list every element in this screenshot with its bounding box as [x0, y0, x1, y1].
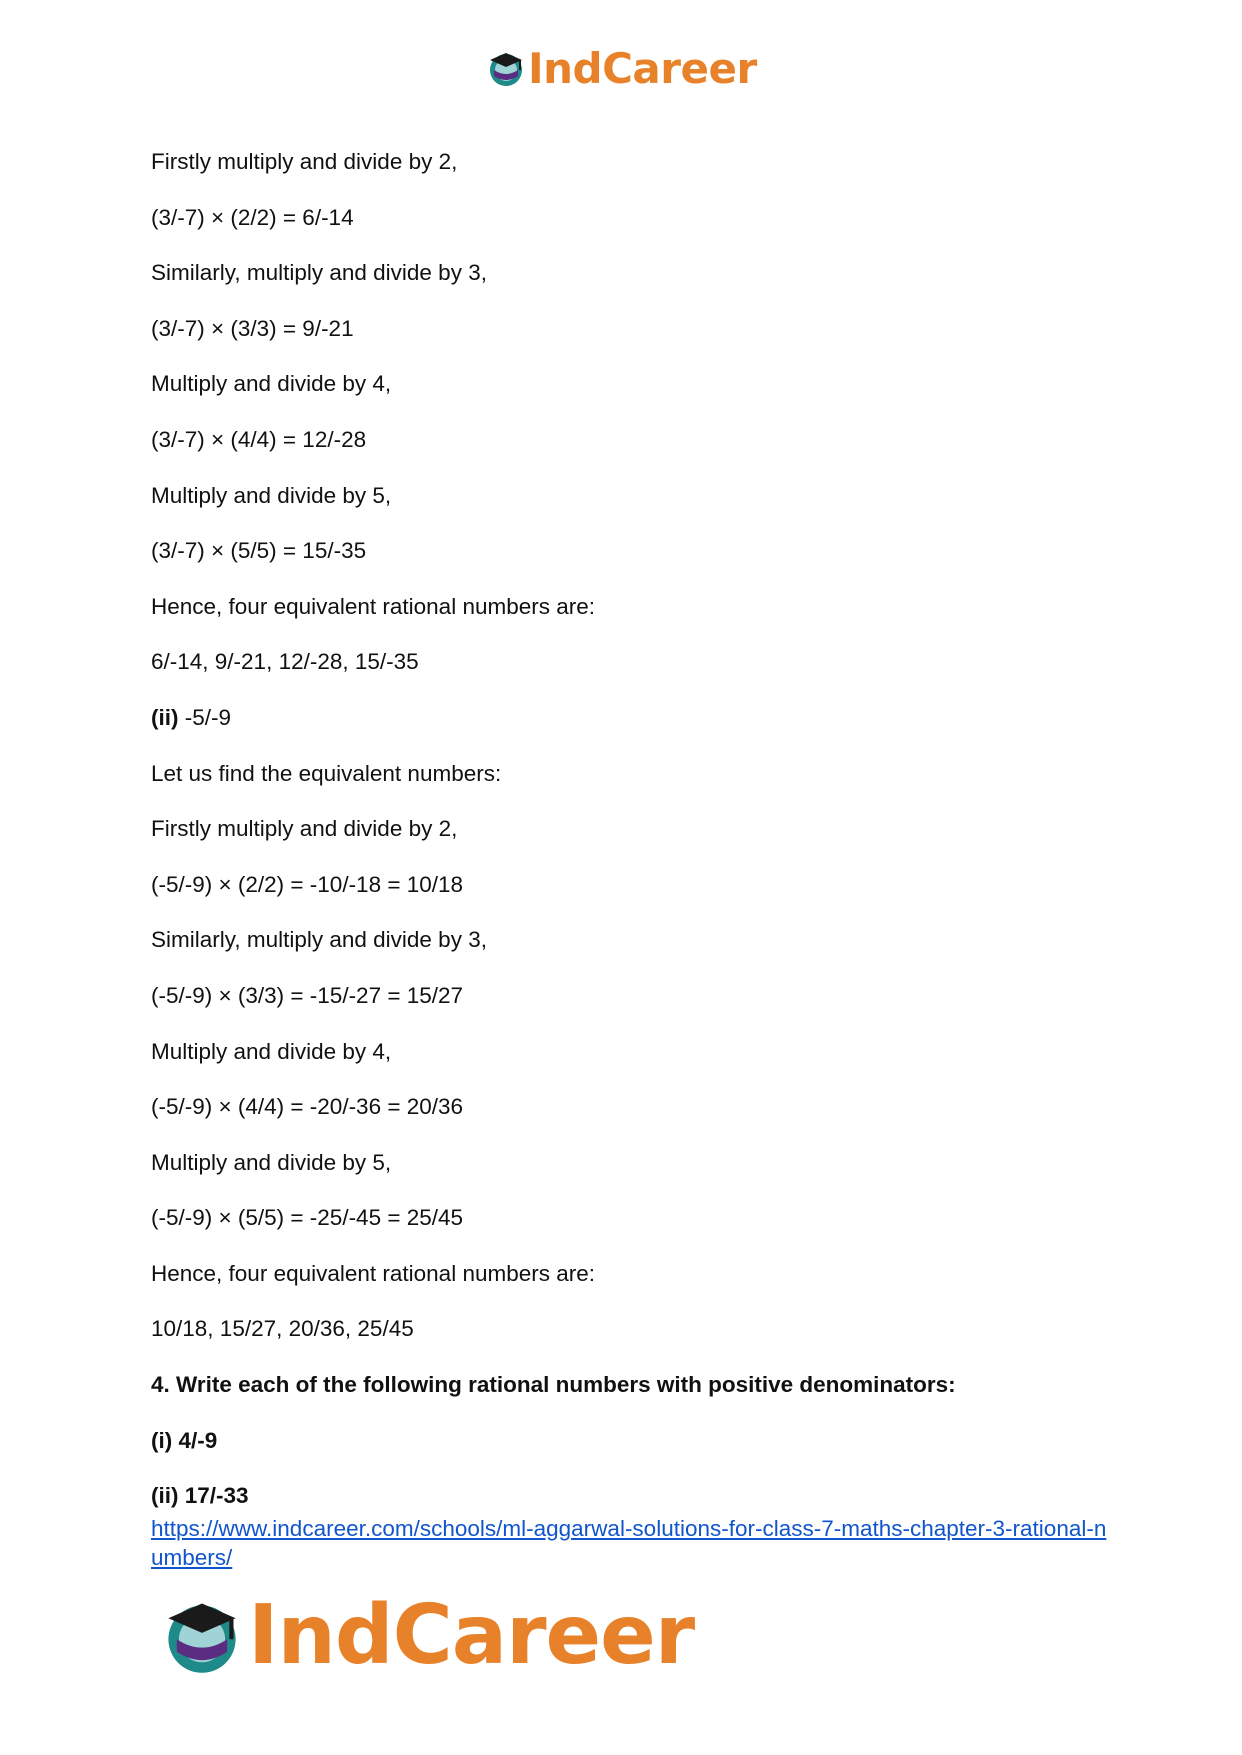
- text-line: (3/-7) × (5/5) = 15/-35: [151, 538, 367, 564]
- text-line: Hence, four equivalent rational numbers are:: [151, 593, 596, 619]
- footer-logo: [160, 1585, 694, 1685]
- question-4-title: 4. Write each of the following rational numbers with positive denominators:: [151, 1372, 956, 1398]
- text-line: 6/-14, 9/-21, 12/-28, 15/-35: [151, 649, 419, 675]
- text-line: Firstly multiply and divide by 2,: [151, 149, 458, 174]
- text-line: (-5/-9) × (3/3) = -15/-27 = 15/27: [151, 982, 464, 1008]
- text-line: (3/-7) × (3/3) = 9/-21: [151, 315, 354, 341]
- text-line: Firstly multiply and divide by 2,: [151, 816, 458, 842]
- text-line: Multiply and divide by 5,: [151, 1149, 392, 1175]
- part-value: -5/-9: [178, 704, 232, 730]
- text-line: (-5/-9) × (5/5) = -25/-45 = 25/45: [151, 1205, 464, 1231]
- source-link[interactable]: https://www.indcareer.com/schools/ml-aggarwal-solutions-for-class-7-maths-chapter-3-rational-numbers/: [151, 1516, 1107, 1571]
- question-4-part-ii: (ii) 17/-33: [151, 1483, 249, 1509]
- brand-name: IndCareer: [248, 1587, 695, 1683]
- text-line: Hence, four equivalent rational numbers are:: [151, 1260, 596, 1286]
- graduation-cap-icon: [160, 1593, 244, 1677]
- text-line: Similarly, multiply and divide by 3,: [151, 927, 487, 953]
- question-4-part-i: (i) 4/-9: [151, 1427, 218, 1453]
- text-line: Multiply and divide by 4,: [151, 371, 392, 397]
- part-ii-heading: [151, 704, 1111, 732]
- graduation-cap-icon: [486, 48, 526, 88]
- text-line: (-5/-9) × (4/4) = -20/-36 = 20/36: [151, 1094, 464, 1120]
- text-line: Let us find the equivalent numbers:: [151, 760, 502, 786]
- text-line: (3/-7) × (2/2) = 6/-14: [151, 204, 354, 230]
- text-line: (-5/-9) × (2/2) = -10/-18 = 10/18: [151, 871, 464, 897]
- text-line: Multiply and divide by 4,: [151, 1038, 392, 1064]
- brand-name: IndCareer: [528, 43, 757, 93]
- text-line: 10/18, 15/27, 20/36, 25/45: [151, 1316, 414, 1342]
- text-line: Multiply and divide by 5,: [151, 482, 392, 508]
- document-body: [151, 148, 1111, 1572]
- text-line: (3/-7) × (4/4) = 12/-28: [151, 426, 367, 452]
- part-label: (ii): [151, 704, 179, 730]
- text-line: Similarly, multiply and divide by 3,: [151, 260, 487, 286]
- header-logo: [486, 40, 757, 96]
